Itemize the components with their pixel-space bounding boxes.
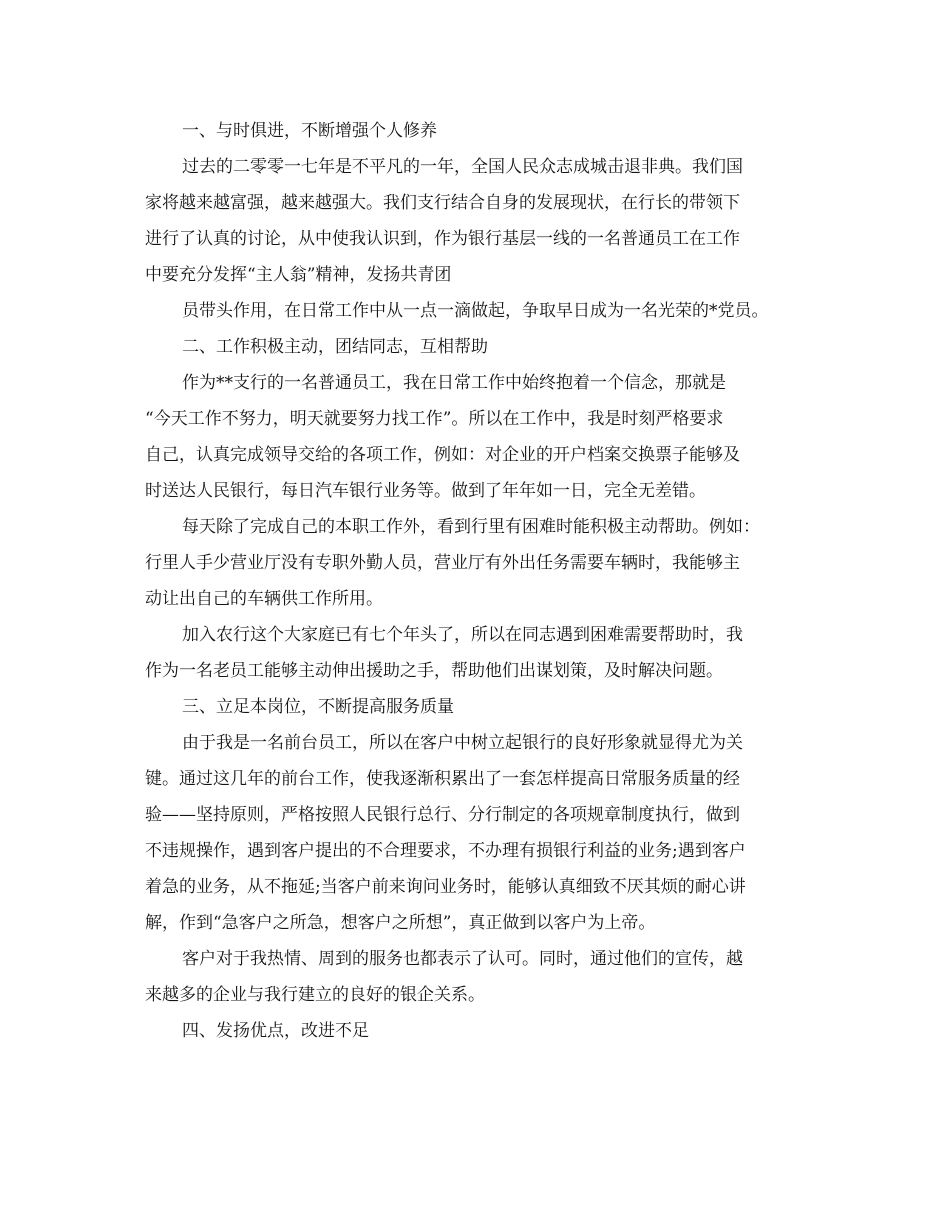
paragraph-line: 不违规操作，遇到客户提出的不合理要求，不办理有损银行利益的业务;遇到客户	[145, 841, 746, 861]
paragraph-line: 员带头作用，在日常工作中从一点一滴做起，争取早日成为一名光荣的*党员。	[182, 301, 769, 321]
paragraph-line: 行里人手少营业厅没有专职外勤人员，营业厅有外出任务需要车辆时，我能够主	[145, 553, 740, 573]
paragraph-line: 客户对于我热情、周到的服务也都表示了认可。同时，通过他们的宣传，越	[182, 949, 743, 969]
section-heading-1: 一、与时俱进，不断增强个人修养	[182, 121, 437, 141]
paragraph-line: 过去的二零零一七年是不平凡的一年，全国人民众志成城击退非典。我们国	[182, 157, 743, 177]
section-heading-4: 四、发扬优点，改进不足	[182, 1021, 369, 1041]
paragraph-line: 作为**支行的一名普通员工，我在日常工作中始终抱着一个信念，那就是	[182, 373, 726, 393]
paragraph-line: 进行了认真的讨论，从中使我认识到，作为银行基层一线的一名普通员工在工作	[145, 229, 740, 249]
paragraph-line: 中要充分发挥“主人翁”精神，发扬共青团	[145, 265, 452, 285]
paragraph-line: 每天除了完成自己的本职工作外，看到行里有困难时能积极主动帮助。例如：	[182, 517, 760, 537]
paragraph-line: 加入农行这个大家庭已有七个年头了，所以在同志遇到困难需要帮助时，我	[182, 625, 743, 645]
paragraph-line: 验——坚持原则，严格按照人民银行总行、分行制定的各项规章制度执行，做到	[145, 805, 740, 825]
section-heading-2: 二、工作积极主动，团结同志，互相帮助	[182, 337, 488, 357]
paragraph-line: 键。通过这几年的前台工作，使我逐渐积累出了一套怎样提高日常服务质量的经	[145, 769, 740, 789]
paragraph-line: 动让出自己的车辆供工作所用。	[145, 589, 383, 609]
document-body	[145, 113, 825, 1049]
paragraph-line: 作为一名老员工能够主动伸出援助之手，帮助他们出谋划策，及时解决问题。	[145, 661, 723, 681]
paragraph-line: 时送达人民银行，每日汽车银行业务等。做到了年年如一日，完全无差错。	[145, 481, 706, 501]
paragraph-line: 着急的业务，从不拖延;当客户前来询问业务时，能够认真细致不厌其烦的耐心讲	[145, 877, 746, 897]
paragraph-line: “今天工作不努力，明天就要努力找工作”。所以在工作中，我是时刻严格要求	[145, 409, 724, 429]
paragraph-line: 自己，认真完成领导交给的各项工作，例如：对企业的开户档案交换票子能够及	[145, 445, 740, 465]
paragraph-line: 家将越来越富强，越来越强大。我们支行结合自身的发展现状，在行长的带领下	[145, 193, 740, 213]
paragraph-line: 解，作到“急客户之所急，想客户之所想”，真正做到以客户为上帝。	[145, 913, 656, 933]
paragraph-line: 由于我是一名前台员工，所以在客户中树立起银行的良好形象就显得尤为关	[182, 733, 743, 753]
section-heading-3: 三、立足本岗位，不断提高服务质量	[182, 697, 454, 717]
paragraph-line: 来越多的企业与我行建立的良好的银企关系。	[145, 985, 485, 1005]
